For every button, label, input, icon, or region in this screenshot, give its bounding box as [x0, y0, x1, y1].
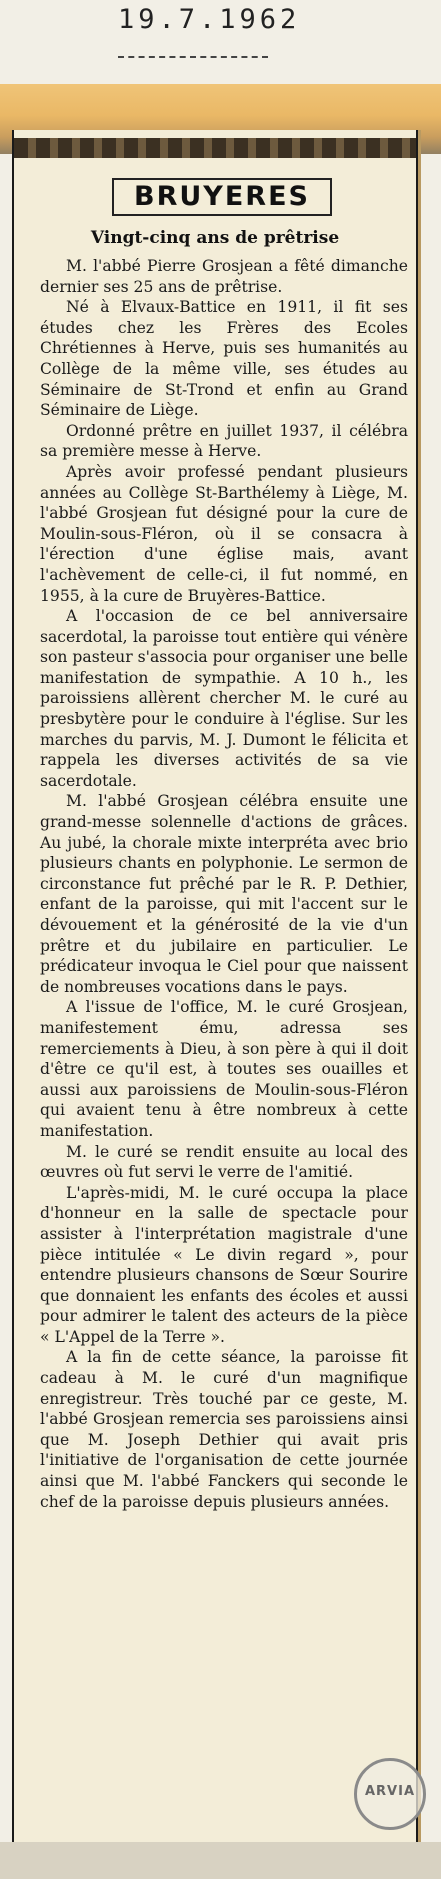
archive-stamp-label: ARVIA	[364, 1784, 416, 1799]
article-subheadline: Vingt-cinq ans de prêtrise	[90, 228, 340, 248]
article-paragraph: A la fin de cette séance, la paroisse fit cadeau à M. le curé d'un magnifique enregistreur. Très touché par ce geste, M. l'abbé Grosjean remercia ses paroissiens ainsi que M. Joseph Dethier qui avait pris l'initiative de l'organisation de cette journée ainsi que M. l'abbé Fanckers qui seconde le chef de la paroisse depuis plusieurs années.	[40, 1348, 408, 1511]
article-paragraph: A l'issue de l'office, M. le curé Grosjean, manifestement ému, adressa ses remerciements à Dieu, à son père à qui il doit d'être ce qu'il est, à toutes ses ouailles et aussi aux paroissiens de Moulin-sous-Fléron qui avaient tenu à être nombreux à cette manifestation.	[40, 998, 408, 1140]
article-paragraph: Ordonné prêtre en juillet 1937, il célébra sa première messe à Herve.	[40, 421, 408, 461]
bottom-paper-edge	[0, 1842, 441, 1879]
article-paragraph: L'après-midi, M. le curé occupa la place d'honneur en la salle de spectacle pour assister à l'interprétation magistrale d'une pièce intitulée « Le divin regard », pour entendre plusieurs chansons de Sœur Sourire que donnaient les enfants des écoles et aussi pour admirer le talent des acteurs de la pièce « L'Appel de la Terre ».	[40, 1183, 408, 1346]
article-paragraph: Né à Elvaux-Battice en 1911, il fit ses études chez les Frères des Ecoles Chrétiennes à Herve, puis ses humanités au Collège de la même ville, ses études au Séminaire de St-Trond et enfin au Grand Séminaire de Liège.	[40, 298, 408, 420]
archive-stamp	[354, 1758, 426, 1830]
article-paragraph: Après avoir professé pendant plusieurs années au Collège St-Barthélemy à Liège, M. l'abbé Grosjean fut désigné pour la cure de Moulin-sous-Fléron, où il se consacra à l'érection d'une église mais, avant l'achèvement de celle-ci, il fut nommé, en 1955, à la cure de Bruyères-Battice.	[40, 462, 408, 605]
article-paragraph: M. l'abbé Grosjean célébra ensuite une grand-messe solennelle d'actions de grâces. Au jubé, la chorale mixte interpréta avec brio plusieurs chants en polyphonie. Le sermon de circonstance fut prêché par le R. P. Dethier, enfant de la paroisse, qui mit l'accent sur le dévouement et la générosité de la vie d'un prêtre et du jubilaire en particulier. Le prédicateur invoqua le Ciel pour que naissent de nombreuses vocations dans le pays.	[40, 792, 408, 996]
date-underline	[118, 56, 268, 58]
article-paragraph: M. l'abbé Pierre Grosjean a fêté dimanche dernier ses 25 ans de prêtrise.	[40, 257, 408, 296]
archive-date-stamp: 19.7.1962	[118, 4, 301, 35]
article-headline: BRUYERES	[112, 178, 332, 216]
article-paragraph: A l'occasion de ce bel anniversaire sacerdotal, la paroisse tout entière qui vénère son pasteur s'associa pour organiser une belle manifestation de sympathie. A 10 h., les paroissiens allèrent chercher M. le curé au presbytère pour le conduire à l'église. Sur les marches du parvis, M. J. Dumont le félicita et rappela les diverses activités de sa vie sacerdotale.	[40, 607, 408, 790]
newspaper-clipping	[12, 130, 418, 1870]
torn-masthead-strip	[14, 138, 416, 158]
article-paragraph: M. le curé se rendit ensuite au local des œuvres où fut servi le verre de l'amitié.	[40, 1142, 408, 1182]
article-body	[40, 256, 408, 1512]
